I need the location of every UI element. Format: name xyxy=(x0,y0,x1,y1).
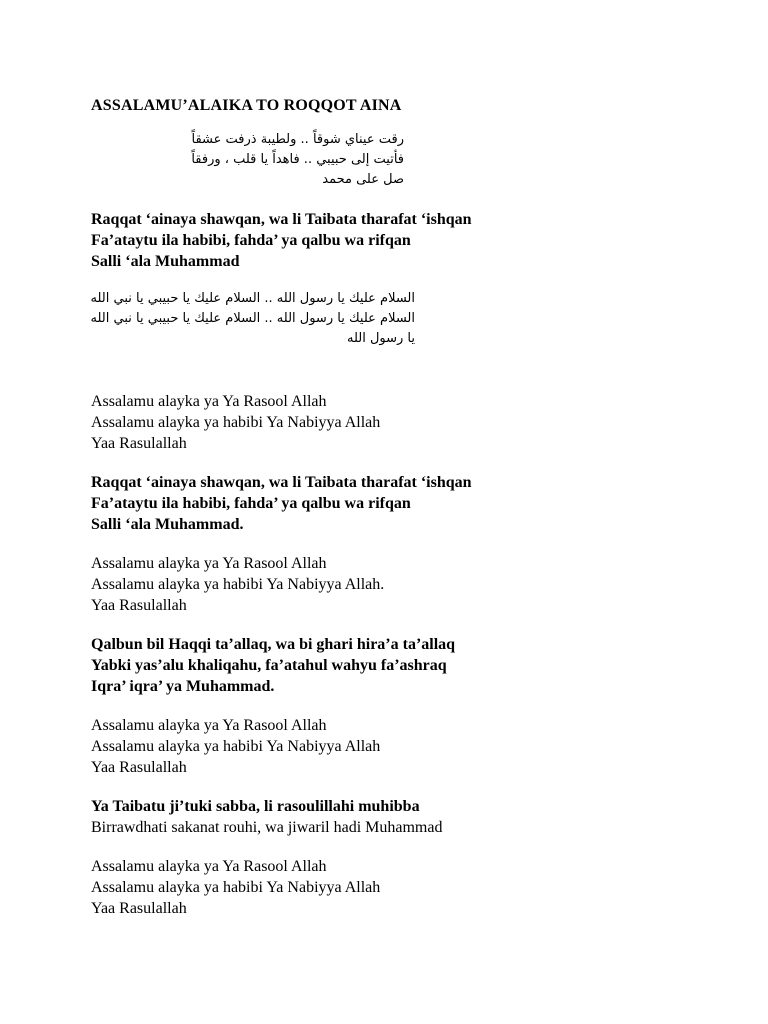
arabic-line: صل على محمد xyxy=(322,172,404,187)
verse-4 xyxy=(91,796,691,838)
arabic-chorus xyxy=(91,289,415,349)
chorus-line: Yaa Rasulallah xyxy=(91,759,187,776)
chorus-line: Assalamu alayka ya Ya Rasool Allah xyxy=(91,393,327,410)
verse-3 xyxy=(91,634,691,697)
chorus-line: Assalamu alayka ya Ya Rasool Allah xyxy=(91,858,327,875)
arabic-line: رقت عيناي شوقاً .. ولطيبة ذرفت عشقاً xyxy=(191,132,404,147)
chorus-3 xyxy=(91,715,691,778)
verse-line: Fa’ataytu ila habibi, fahda’ ya qalbu wa rifqan xyxy=(91,232,411,249)
chorus-line: Assalamu alayka ya habibi Ya Nabiyya Allah. xyxy=(91,576,385,593)
verse-line: Salli ‘ala Muhammad. xyxy=(91,516,244,533)
chorus-line: Assalamu alayka ya Ya Rasool Allah xyxy=(91,555,327,572)
verse-line: Qalbun bil Haqqi ta’allaq, wa bi ghari hira’a ta’allaq xyxy=(91,636,456,653)
verse-2 xyxy=(91,472,691,535)
song-title: ASSALAMU’ALAIKA TO ROQQOT AINA xyxy=(91,97,402,114)
verse-line: Yabki yas’alu khaliqahu, fa’atahul wahyu fa’ashraq xyxy=(91,657,447,674)
chorus-2 xyxy=(91,553,691,616)
chorus-line: Assalamu alayka ya habibi Ya Nabiyya Allah xyxy=(91,738,381,755)
chorus-line: Assalamu alayka ya habibi Ya Nabiyya Allah xyxy=(91,879,381,896)
arabic-line: فأتيت إلى حبيبي .. فاهداً يا قلب ، ورفقاً xyxy=(191,152,404,167)
chorus-line: Assalamu alayka ya Ya Rasool Allah xyxy=(91,717,327,734)
chorus-4 xyxy=(91,856,691,919)
verse-line: Iqra’ iqra’ ya Muhammad. xyxy=(91,678,275,695)
verse-line: Raqqat ‘ainaya shawqan, wa li Taibata tharafat ‘ishqan xyxy=(91,474,472,491)
verse-line: Fa’ataytu ila habibi, fahda’ ya qalbu wa rifqan xyxy=(91,495,411,512)
verse-line: Birrawdhati sakanat rouhi, wa jiwaril hadi Muhammad xyxy=(91,819,443,836)
arabic-line: السلام عليك يا رسول الله .. السلام عليك يا حبيبي يا نبي الله xyxy=(90,311,415,326)
arabic-line: يا رسول الله xyxy=(346,331,415,346)
arabic-line: السلام عليك يا رسول الله .. السلام عليك يا حبيبي يا نبي الله xyxy=(90,291,415,306)
verse-1 xyxy=(91,209,691,272)
chorus-line: Yaa Rasulallah xyxy=(91,900,187,917)
chorus-line: Assalamu alayka ya habibi Ya Nabiyya Allah xyxy=(91,414,381,431)
arabic-verse-1 xyxy=(91,130,404,190)
verse-line: Salli ‘ala Muhammad xyxy=(91,253,240,270)
verse-line: Ya Taibatu ji’tuki sabba, li rasoulillahi muhibba xyxy=(91,798,420,815)
chorus-1 xyxy=(91,391,691,454)
chorus-line: Yaa Rasulallah xyxy=(91,435,187,452)
document-page xyxy=(91,96,691,919)
chorus-line: Yaa Rasulallah xyxy=(91,597,187,614)
verse-line: Raqqat ‘ainaya shawqan, wa li Taibata tharafat ‘ishqan xyxy=(91,211,472,228)
